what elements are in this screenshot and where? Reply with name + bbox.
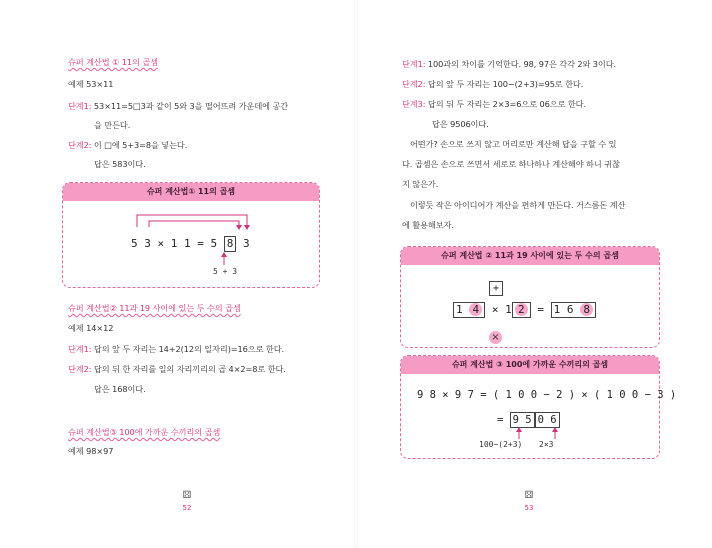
step-3 [68,343,284,355]
step-text: 53×11=5□3과 같이 5와 3을 떨어뜨려 가운데에 공간 [91,101,289,111]
step-text: 이 □에 5+3=8을 넣는다. [91,140,188,150]
digit-highlight: 4 [469,303,482,316]
step-label: 단계2: [402,79,426,89]
step-text: 100과의 차이를 기억한다. 98, 97은 각각 2와 3이다. [425,59,617,69]
equals-sign: = [497,414,504,426]
step-label: 단계1: [402,59,426,69]
method-box-1 [62,182,320,288]
method-box-title: 슈퍼 계산법 ③ 100에 가까운 수끼리의 곱셈 [401,356,659,374]
step-4 [68,363,286,375]
step-label: 단계2: [68,364,92,374]
answer-box: 8 [224,236,237,252]
note-back: 2×3 [539,440,554,449]
step-2 [68,139,187,151]
result-box-back: 0 6 [535,412,560,428]
factor-box-1 [453,302,485,318]
method-box-title: 슈퍼 계산법① 11의 곱셈 [63,183,319,201]
paragraph-line: 이렇듯 작은 아이디어가 계산을 편하게 만든다. 거스름돈 계산 [410,200,626,210]
times-one: × 1 [491,303,512,316]
equals-sign: = [537,303,544,316]
plus-box: + [489,281,503,296]
page-number: 52 [182,504,192,512]
step-1-cont: 을 만든다. [94,120,131,130]
answer-3: 답은 9506이다. [432,119,489,129]
note-front: 100−(2+3) [479,440,523,449]
example-2: 예제 14×12 [68,323,114,333]
step-r2 [402,78,583,90]
paragraph-line: 지 않은가. [402,179,439,189]
eq-left: 5 3 × 1 1 = 5 [131,237,224,250]
answer-2: 답은 168이다. [94,384,146,394]
digit: 1 [456,303,463,316]
step-r3 [402,98,586,110]
method-box-2 [400,246,660,348]
equation-11 [131,236,250,252]
factor-box-2 [512,302,531,318]
method-box-title: 슈퍼 계산법 ② 11과 19 사이에 있는 두 수의 곱셈 [401,247,659,265]
step-text: 답의 앞 두 자리는 14+2(12의 일자리)=16으로 한다. [91,344,285,354]
page-number: 53 [524,504,534,512]
example-1: 예제 53×11 [68,79,114,89]
step-label: 단계1: [68,101,92,111]
arrow-diagram [63,183,319,287]
sum-note: 5 + 3 [213,267,238,276]
step-label: 단계3: [402,99,426,109]
paragraph-line: 에 활용해보자. [402,220,454,230]
digit-highlight: 2 [515,303,528,316]
result-box [551,302,597,318]
arrow-diagram [401,356,659,458]
step-text: 답의 뒤 한 자리를 일의 자리끼리의 곱 4×2=8로 한다. [91,364,286,374]
step-r1 [402,58,616,70]
eq-right: 3 [236,237,250,250]
right-page [356,0,712,548]
times-symbol: × [489,331,502,344]
method-box-3 [400,355,677,459]
paragraph-line: 어떤가? 손으로 쓰지 않고 머리로만 계산해 답을 구할 수 있 [410,139,617,149]
step-1 [68,100,288,112]
times-circle-icon [489,325,502,344]
equation-100-line1: 9 8 × 9 7 = ( 1 0 0 − 2 ) × ( 1 0 0 − 3 ) [417,389,677,401]
dice-icon: ⚄ [182,490,192,501]
example-3: 예제 98×97 [68,446,114,456]
digit-highlight: 8 [580,303,593,316]
paragraph-line: 다. 곱셈은 손으로 쓰면서 세로로 하나하나 계산해야 하니 귀찮 [402,159,620,169]
step-label: 단계2: [68,140,92,150]
dice-icon: ⚄ [524,490,534,501]
section-heading-2: 슈퍼 계산법② 11과 19 사이에 있는 두 수의 곱셈 [68,303,241,313]
section-heading-1: 슈퍼 계산법 ① 11의 곱셈 [68,57,158,67]
equation-teens [453,302,596,318]
result-box-front: 9 5 [510,412,535,428]
step-text: 답의 뒤 두 자리는 2×3=6으로 06으로 한다. [425,99,586,109]
step-text: 답의 앞 두 자리는 100−(2+3)=95로 한다. [425,79,584,89]
step-label: 단계1: [68,344,92,354]
result-digits: 1 6 [553,303,574,316]
section-heading-3: 슈퍼 계산법③ 100에 가까운 수끼리의 곱셈 [68,427,221,437]
answer-1: 답은 583이다. [94,159,146,169]
